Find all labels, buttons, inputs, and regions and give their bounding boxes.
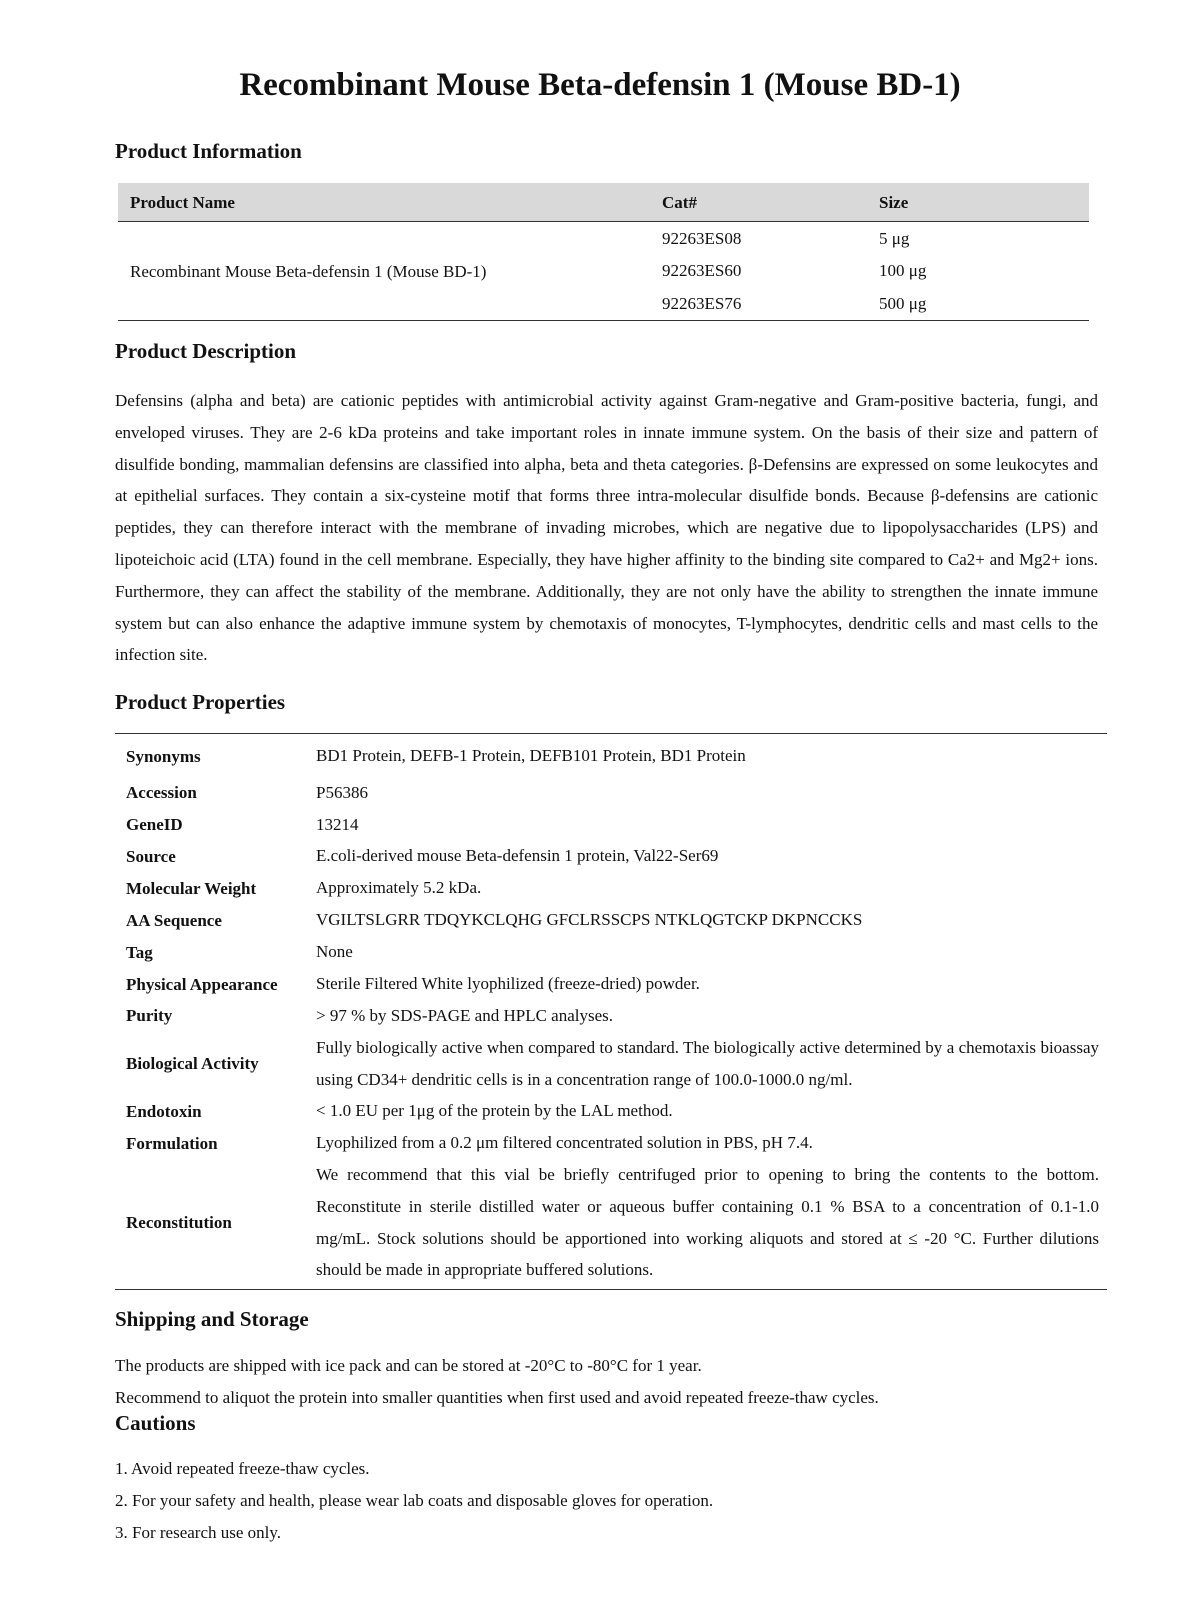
- size-cell: 5 μg: [879, 229, 910, 248]
- cat-cell: 92263ES76: [662, 294, 742, 313]
- property-label: Synonyms: [126, 747, 201, 766]
- property-label: Molecular Weight: [126, 879, 257, 898]
- shipping-line: Recommend to aliquot the protein into smaller quantities when first used and avoid repeated freeze-thaw cycles.: [115, 1388, 879, 1407]
- property-label: Reconstitution: [126, 1213, 232, 1232]
- cautions-heading: Cautions: [115, 1411, 196, 1435]
- product-description-text: Defensins (alpha and beta) are cationic peptides with antimicrobial activity against Gram-negative and Gram-positive bacteria, fungi, and enveloped viruses. They are 2-6 kDa proteins and take important roles in innate immune system. On the basis of their size and pattern of disulfide bonding, mammalian defensins are classified into alpha, beta and theta categories. β-Defensins are expressed on some leukocytes and at epithelial surfaces. They contain a six-cysteine motif that forms three intra-molecular disulfide bonds. Because β-defensins are cationic peptides, they can therefore interact with the membrane of invading microbes, which are negative due to lipopolysaccharides (LPS) and lipoteichoic acid (LTA) found in the cell membrane. Especially, they have higher affinity to the binding site compared to Ca2+ and Mg2+ ions. Furthermore, they can affect the stability of the membrane. Additionally, they are not only have the ability to strengthen the innate immune system but can also enhance the adaptive immune system by chemotaxis of monocytes, T-lymphocytes, dendritic cells and mast cells to the infection site.: [115, 391, 1098, 665]
- property-value: P56386: [316, 783, 368, 802]
- caution-item: 2. For your safety and health, please wear lab coats and disposable gloves for operation.: [115, 1491, 714, 1510]
- size-cell: 500 μg: [879, 294, 927, 313]
- info-table-header-row: [118, 183, 1089, 221]
- product-properties-heading: Product Properties: [115, 690, 286, 714]
- property-label: Formulation: [126, 1134, 218, 1153]
- info-table-header-rule: [118, 221, 1089, 222]
- property-value: Approximately 5.2 kDa.: [316, 878, 482, 897]
- size-cell: 100 μg: [879, 261, 927, 280]
- property-value: E.coli-derived mouse Beta-defensin 1 protein, Val22-Ser69: [316, 846, 719, 865]
- product-description-heading: Product Description: [115, 339, 297, 363]
- property-value: Fully biologically active when compared to standard. The biologically active determined by a chemotaxis bioassay using CD34+ dendritic cells is in a concentration range of 100.0-1000.0 ng/ml.: [316, 1038, 1099, 1089]
- property-label: Source: [126, 847, 176, 866]
- property-label: Accession: [126, 783, 197, 802]
- shipping-line: The products are shipped with ice pack and can be stored at -20°C to -80°C for 1 year.: [115, 1356, 702, 1375]
- property-label: Purity: [126, 1006, 173, 1025]
- property-value: We recommend that this vial be briefly centrifuged prior to opening to bring the contents to the bottom. Reconstitute in sterile distilled water or aqueous buffer containing 0.1 % BSA to a concentration of 0.1-1.0 mg/mL. Stock solutions should be apportioned into working aliquots and stored at ≤ -20 °C. Further dilutions should be made in appropriate buffered solutions.: [316, 1165, 1099, 1280]
- caution-item: 3. For research use only.: [115, 1523, 282, 1542]
- property-label: Endotoxin: [126, 1102, 202, 1121]
- property-value: < 1.0 EU per 1μg of the protein by the LAL method.: [316, 1101, 673, 1120]
- property-value: BD1 Protein, DEFB-1 Protein, DEFB101 Protein, BD1 Protein: [316, 746, 746, 765]
- property-value: None: [316, 942, 353, 961]
- product-name-cell: Recombinant Mouse Beta-defensin 1 (Mouse BD-1): [130, 262, 487, 281]
- cat-cell: 92263ES60: [662, 261, 742, 280]
- property-value: > 97 % by SDS-PAGE and HPLC analyses.: [316, 1006, 614, 1025]
- shipping-heading: Shipping and Storage: [115, 1307, 309, 1331]
- header-product-name: Product Name: [130, 193, 235, 212]
- caution-item: 1. Avoid repeated freeze-thaw cycles.: [115, 1459, 370, 1478]
- properties-top-rule: [115, 733, 1107, 734]
- property-value: Sterile Filtered White lyophilized (freeze-dried) powder.: [316, 974, 700, 993]
- property-label: Tag: [126, 943, 153, 962]
- page-title: Recombinant Mouse Beta-defensin 1 (Mouse BD-1): [239, 67, 961, 103]
- property-label: Physical Appearance: [126, 975, 278, 994]
- property-value: Lyophilized from a 0.2 μm filtered concentrated solution in PBS, pH 7.4.: [316, 1133, 813, 1152]
- property-label: GeneID: [126, 815, 183, 834]
- header-cat: Cat#: [662, 193, 697, 212]
- product-information-heading: Product Information: [115, 139, 302, 163]
- property-label: Biological Activity: [126, 1054, 259, 1073]
- info-table-bottom-rule: [118, 320, 1089, 321]
- property-label: AA Sequence: [126, 911, 222, 930]
- properties-bottom-rule: [115, 1289, 1107, 1290]
- cat-cell: 92263ES08: [662, 229, 742, 248]
- property-value: VGILTSLGRR TDQYKCLQHG GFCLRSSCPS NTKLQGTCKP DKPNCCKS: [316, 910, 863, 929]
- property-value: 13214: [316, 815, 359, 834]
- header-size: Size: [879, 193, 909, 212]
